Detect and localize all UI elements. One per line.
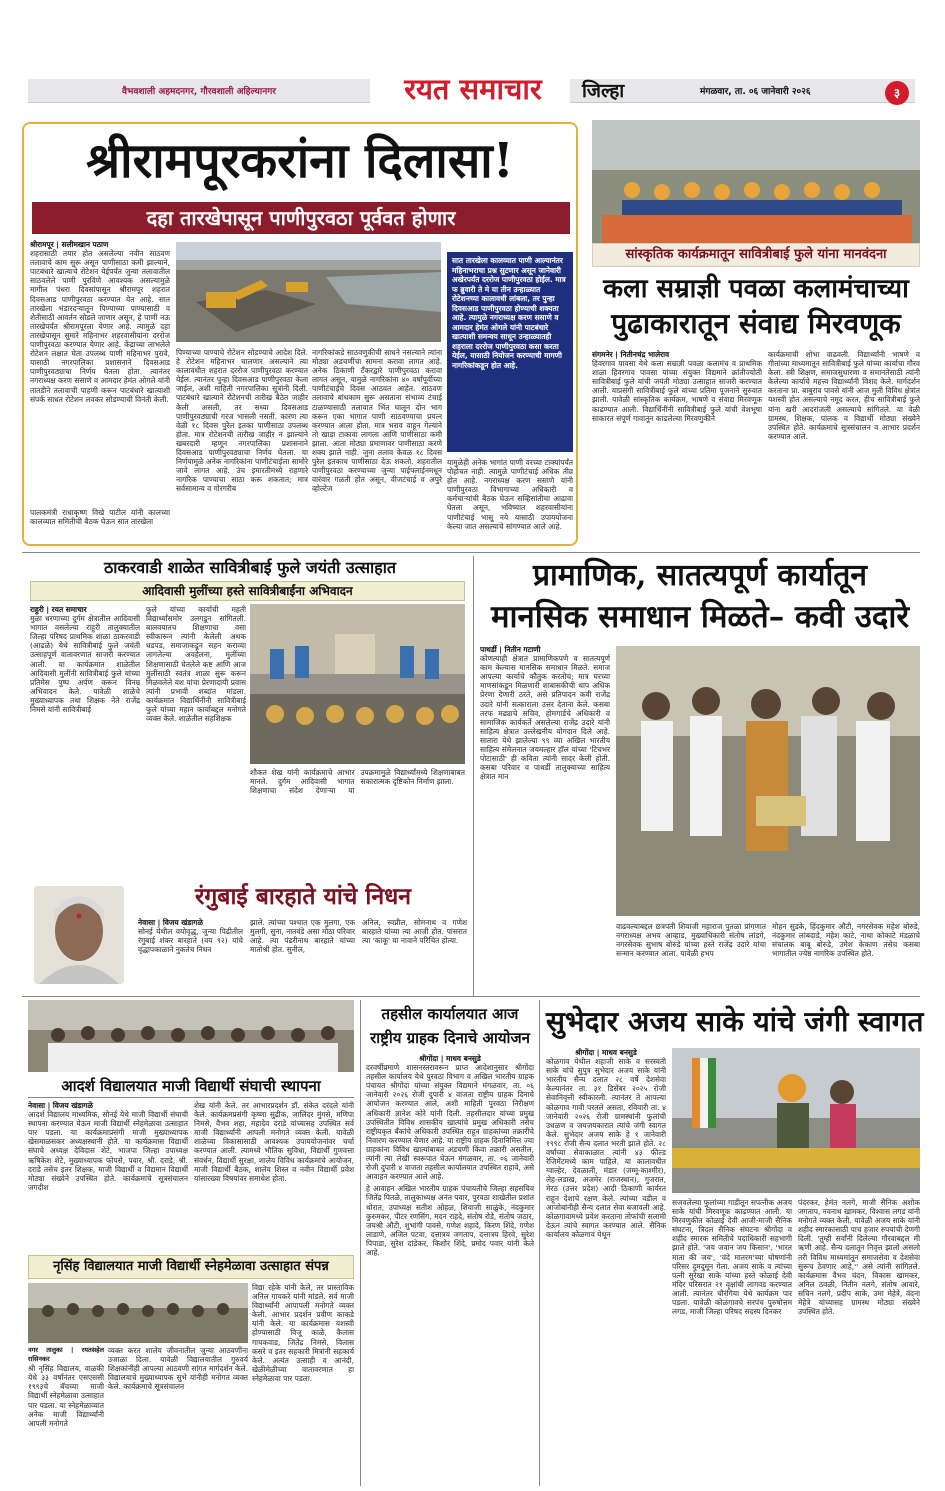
divider xyxy=(473,556,474,996)
lead-byline: श्रीरामपूर | सलीमखान पठाण xyxy=(30,240,109,249)
udare-text-1: कोणत्याही क्षेत्रात प्रामाणिकपणे व सातत्यपूर्ण काम केल्यास मानसिक समाधान मिळते. समाज आपल्या कार्याचे कौतुक करतोच; मात्र घरच्या माणसांकडून मिळणारी शाबासकीची थाप अधिक प्रेरणा देणारी ठरते, असे प्रतिपादन कवी राजेंद्र उदारे यांनी सत्काराला उत्तर देताना केले. कसबा तरफ मढ्याचे सचिव, होमगार्डचे अधिकारी व सामाजिक कार्यकर्ते असलेल्या राजेंद्र उदारे यांनी साहित्य क्षेत्रात उल्लेखनीय योगदान दिले आहे. सातारा येथे झालेल्या ९९ व्या अखिल भारतीय साहित्य संमेलनात जयमल्हार हॉल यांच्या 'टिचभर पोटासाठी' ही कविता त्यांनी सादर केली होती. कसबा परिवार व पाथर्डी तालुक्याच्या साहित्य क्षेत्रात मान xyxy=(480,654,610,782)
pavala-byline: संगमनेर | नितीनचंद्र भालेराव xyxy=(592,350,670,359)
divider xyxy=(539,1000,540,1486)
nrusinh-text-1: श्री नृसिंह विद्यालय, वाळकी येथे ३३ वर्षांनंतर एसएससी १९९३चे बॅचच्या माजी विद्यार्थी स्नेहमेळावा उत्साहात पार पडला. या स्नेहमेळाव्यात अनेक माजी विद्यार्थ्यांनी आपली मनोगते xyxy=(28,1364,104,1428)
udare-byline: पाथर्डी | नितीन गटाणी xyxy=(480,645,541,654)
lead-headline: श्रीरामपूरकरांना दिलासा! xyxy=(86,133,514,189)
classroom-illustration xyxy=(250,604,465,764)
subhedar-byline: श्रीगोंदा | माधव बनसुडे xyxy=(575,1048,637,1057)
lead-text-1: शहरासाठी तयार होत असलेल्या नवीन साठवण तलावाचे काम सुरू असून पाणीसाठा कमी झाल्याने, पाटबंधारे खात्याचे रोटेशन येईपर्यंत जुन्या तलावातील साठवलेले पाणी पुरविणे आवश्यक असल्यामुळे मागील पंधरा दिवसांपासून श्रीरामपूर शहरात दिवसआड पाणीपुरवठा करण्यात येत आहे. सात तारखेला भंडारदऱ्यातून पिण्याच्या पाण्यासाठी व शेतीसाठी आवर्तन सोडले जाणार असून, हे पाणी नऊ तारखेपर्यंत श्रीरामपूरला येणार आहे. त्यामुळे दहा तारखेपासून सुमारे महिनाभर शहरवासीयांना दररोज पाणीपुरवठा करण्यात येणार आहे. केंद्राच्या लाभलेले रोटेशन लक्षात घेता उपलब्ध पाणी महिनाभर पुरावे, यासाठी नगरपालिका प्रशासनाने दिवसआड पाणीपुरवठ्याचा निर्णय घेतला होता. त्यानंतर नगराध्यक्ष करण ससाणे व आमदार हेमंत ओगले यांनी तातडीने तलावाची पाहणी करून पाटबंधारे खात्याशी संपर्क साधत रोटेशन लवकर सोडण्याची विनंती केली. xyxy=(30,249,170,404)
udare-caption-2: मोहन सुडके, हिंदकुमार औटी, नगरसेवक महेश बोरुडे, नंदकुमार लांबदाडे, महेश काटे, नाथा कोकाटे मंडळाचे संचालक बाबू बोरुडे, उमेश केकाण तसेच कसबा भागातील ज्येष्ठ नागरिक उपस्थित होते. xyxy=(772,922,920,959)
masthead-logo: रयत समाचार xyxy=(404,72,542,106)
nrusinh-column-3: विद्या रहेके यांनी केले, तर प्रास्ताविक अनिल गायकरे यांनी मांडले. सर्व माजी विद्यार्थ्यांनी आपापली मनोगते व्यक्त केली. आभार प्रदर्शन प्रवीण काकडे यांनी केले. या कार्यक्रमास यशस्वी होण्यासाठी विजू काळे, कैलास गायकवाड, जितेंद्र निमसे, विलास कसरे व इतर सहकारी मित्रांनी सहकार्य केले. अत्यंत उत्साही व आनंदी, खेळीमेळीच्या वातावरणात हा स्नेहमेळावा पार पडला. xyxy=(252,1283,354,1383)
adarsh-text-1: आदर्श विद्यालय माध्यमिक, सोनई येथे माजी विद्यार्थी संघाची स्थापना करण्यात येऊन माजी विद्यार्थी स्नेहमेळावा उत्साहात पार पडला. या कार्यक्रमाप्रसंगी माजी मुख्याध्यापक खेसमाळसकर अध्यक्षस्थानी होते. या कार्यक्रमास विद्यार्थी संघाचे अध्यक्ष देविदास शेटे, भाजपा जिल्हा उपाध्यक्ष ऋषिकेश शेटे, मुख्याध्यापक फोपसे, पवार, श्री. दराडे, श्री. दराडे तसेच इतर शिक्षक, माजी विद्यार्थी व विद्यमान विद्यार्थी मोठ्या संख्येने उपस्थित होते. कार्यक्रमाचे सूत्रसंचालन जगदीश xyxy=(28,1110,188,1192)
grahak-column xyxy=(366,1054,534,1486)
udare-caption-1: वाढवल्याबद्दल छत्रपती शिवाजी महाराज पुतळा प्रांगणात नगराध्यक्ष अभय आव्हाड, मुख्याधिकारी संतोष लांडगे, नगरसेवक सुभाष बोरुडे यांच्या हस्ते राजेंद्र उदारे यांचा सन्मान करण्यात आला. यावेळी हभप xyxy=(616,922,766,959)
thakarwadi-subheadline: आदिवासी मुलींच्या हस्ते सावित्रीबाईंना अभिवादन xyxy=(30,581,465,601)
udare-felicitation-photo xyxy=(616,646,920,916)
obituary-column-3: अनिल, स्वप्नील, सोमनाथ व गणेश बारहाते यांच्या त्या आजी होत. पांसरात त्या 'काकू' या नावाने परिचित होत्या. xyxy=(362,918,467,946)
adarsh-column-1 xyxy=(28,1101,188,1251)
obituary-headline: रंगुबाई बारहाते यांचे निधन xyxy=(194,883,412,910)
adarsh-group-photo xyxy=(28,1000,354,1072)
lead-subheadline: दहा तारखेपासून पाणीपुरवठा पूर्ववत होणार xyxy=(32,202,570,234)
issue-date: मंगळवार, ता. ०६ जानेवारी २०२६ xyxy=(700,87,811,97)
udare-headline-2: मानसिक समाधान मिळते– कवी उदारे xyxy=(490,599,910,635)
udare-column-1 xyxy=(480,645,610,935)
udare-headline-1: प्रामाणिक, सातत्यपूर्ण कार्यातून xyxy=(532,558,868,593)
pavala-column-1 xyxy=(592,350,762,545)
felicitation-illustration xyxy=(616,646,920,916)
pavala-column-2: कार्यक्रमाची शोभा वाढवली. विद्यार्थ्यांनी भाषणे व गीतांच्या माध्यमातून सावित्रीबाई फुले यांच्या कार्याचा गौरव केला. स्त्री शिक्षण, समाजसुधारणा व समानतेसाठी त्यांनी केलेल्या कार्याचे महत्त्व विद्यार्थ्यांनी विशद केले. मार्गदर्शन करताना प्रा. बाबुराव पावसे यांनी आज मुली विविध क्षेत्रांत यशस्वी होत असल्याचे नमूद करत, हीच सावित्रीबाई फुले यांना खरी आदरांजली असल्याचे सांगितले. या वेळी ग्रामस्थ, शिक्षक, पालक व विद्यार्थी मोठ्या संख्येने उपस्थित होते. कार्यक्रमाचे सूत्रसंचालन व आभार प्रदर्शन करण्यात आले. xyxy=(768,350,920,441)
subhedar-headline: सुभेदार अजय साके यांचे जंगी स्वागत xyxy=(546,1005,924,1038)
school-group-photo xyxy=(592,120,920,243)
pavala-text-1: हिवरगाव पावसा येथे कला सम्राज्ञी पवळा कलामंच व प्राथमिक शाळा हिवरगाव पावसा यांच्या संयुक्त विद्यमाने क्रांतीज्योती सावित्रीबाई फुले यांची जयंती मोठ्या उत्साहात साजरी करण्यात आली. याप्रसंगी सावित्रीबाई फुले यांच्या प्रतिमा पूजनाने सुरुवात झाली. यावेळी सांस्कृतिक कार्यक्रम, भाषणे व संवाद्य मिरवणूक काढण्यात आली. विद्यार्थिनींनी सावित्रीबाई फुले यांची वेशभूषा साकारत संपूर्ण गावातून काढलेल्या मिरवणुकीने xyxy=(592,359,762,423)
nrusinh-column-1 xyxy=(28,1346,104,1486)
lead-photo-reservoir xyxy=(176,242,441,342)
obituary-portrait xyxy=(34,886,124,984)
reservoir-illustration xyxy=(176,242,441,342)
thakarwadi-photo xyxy=(250,604,465,764)
thakarwadi-byline: राहुरी | रयत समाचार xyxy=(30,605,87,614)
masthead-tagline: वैभवशाली अहमदनगर, गौरवशाली अहिल्यानगर xyxy=(28,79,370,103)
page-number-badge: ३ xyxy=(885,81,909,105)
pavala-headline-1: कला सम्राज्ञी पवळा कलामंचाच्या xyxy=(603,274,909,304)
divider xyxy=(22,552,920,553)
thakarwadi-column-1 xyxy=(30,605,140,830)
thakarwadi-column-2: फुले यांच्या कार्याची महती विद्यार्थ्यांसमोर उलगडून सांगितली. बालवयातच शिक्षणाचा वसा स्वीकारून त्यांनी केलेली अथक धडपड, समाजाकडून सहन कराव्या लागलेल्या अवहेलना, मुलींच्या शिक्षणासाठी घेतलेले कष्ट आणि आज मुलींसाठी स्वतंत्र शाळा सुरू करून मिळवलेले यश यांचा प्रेरणादायी प्रवास त्यांनी प्रभावी शब्दांत मांडला. कार्यक्रमात विद्यार्थिनींनी सावित्रीबाई फुले यांच्या महान कार्याबद्दल मनोगते व्यक्त केले. शाळेतील सहशिक्षक xyxy=(146,605,246,724)
nrusinh-headline: नृसिंह विद्यालयात माजी विद्यार्थी स्नेहमेळावा उत्साहात संपन्न xyxy=(28,1255,354,1279)
grahak-byline: श्रीगोंदा | माधव बनसुडे xyxy=(419,1054,481,1063)
nrusinh-photo xyxy=(28,1283,248,1343)
procession-illustration xyxy=(672,1048,920,1193)
lead-column-1 xyxy=(30,240,170,540)
subhedar-text-1: कोळगाव येथील शहाजी साके व सरस्वती साके यांचे सुपुत्र सुभेदार अजय साके यांनी भारतीय सैन्य दलात २८ वर्षे देशसेवा केल्यानंतर ता. ३१ डिसेंबर २०२५ रोजी सेवानिवृत्ती स्वीकारली. त्यानंतर ते आपल्या कोळगाव गावी परतले असता, रविवारी ता. ४ जानेवारी २०२६ रोजी ग्रामस्थांनी फुलांची उधळण व जयजयकारात त्यांचे जंगी स्वागत केले. सुभेदार अजय साके हे १ जानेवारी १९९८ रोजी सैन्य दलात भरती झाले होते. २८ वर्षांच्या सेवाकाळात त्यांनी ४३ फील्ड रेजिमेंटमध्ये काम पाहिले. या कालावधीत ग्वाल्हेर, देवळाली, मंडार (जम्मू-काश्मीर), लेह-लडाख, अजमेर (राजस्थान), गुजरात, मेरठ (उत्तर प्रदेश) आदी ठिकाणी कार्यरत राहून देशाचे रक्षण केले. त्यांच्या वडील व आजोबांनीही सैन्य दलात सेवा बजावली आहे. कोळगावामध्ये प्रवेश करताना तोफांची सलामी देऊन त्यांचे स्वागत करण्यात आले. सैनिक कार्यालय कोळगाव येथून xyxy=(546,1057,666,1239)
grahak-body: दरवर्षीप्रमाणे शासनस्तरावरून प्राप्त आदेशानुसार श्रीगोंदा तहसील कार्यालय येथे पुरवठा विभाग व अखिल भारतीय ग्राहक पंचायत श्रीगोंदा यांच्या संयुक्त विद्यमाने मंगळवार, ता. ०६ जानेवारी २०२६ रोजी दुपारी ४ वाजता राष्ट्रीय ग्राहक दिनाचे आयोजन करण्यात आले, अशी माहिती पुरवठा निरीक्षण अधिकारी ज्ञानेश कोरे यांनी दिली. तहसीलदार यांच्या प्रमुख उपस्थितीत विविध शासकीय खात्यांचे प्रमुख अधिकारी तसेच राष्ट्रीयकृत बँकांचे अधिकारी उपस्थित राहून ग्राहकांच्या तक्रारींचे निवारण करण्यात येणार आहे. या राष्ट्रीय ग्राहक दिनानिमित्त ज्या ग्राहकांना विविध खात्यांबाबत अडचणी किंवा तक्रारी असतील, त्यांनी त्या लेखी स्वरूपात घेऊन मंगळवार, ता. ०६ जानेवारी रोजी दुपारी ४ वाजता तहसील कार्यालयात उपस्थित राहावे, असे आवाहन करण्यात आले आहे. xyxy=(366,1063,534,1182)
subhedar-column-2: सजवलेल्या फुलांच्या गाडीतून सपत्नीक अजय साके यांची मिरवणूक काढण्यात आली. या मिरवणुकीत कोळाई देवी आजी-माजी सैनिक संघटना, त्रिदल सैनिक संघटना श्रीगोंदा व शहीद स्मारक समितीचे पदाधिकारी सहभागी झाले होते. 'जय जवान जय किसान', 'भारत माता की जय', 'वंदे मातरम'च्या घोषणांनी परिसर दुमदुमून गेला. अजय साके व त्यांच्या पत्नी सुरेखा साके यांच्या हस्ते कोळाई देवी मंदिर परिसरात २१ वृक्षांची लागवड करण्यात आली. त्यानंतर चौरंगिया येथे कार्यक्रम पार पडला. यावेळी कोळगावचे सरपंच पुरुषोत्तम लगड, माजी जिल्हा परिषद सदस्य दिनकर xyxy=(672,1198,792,1317)
nrusinh-byline: नगर तालुका | रयतसहेल रासिनकर xyxy=(28,1346,104,1364)
lead-column-2: पिण्याच्या पाण्याचे रोटेशन सोडण्याचे आदेश दिले. हे रोटेशन महिनाभर चालणार असल्याने त्या कालावधीत शहरात दररोज पाणीपुरवठा करण्यात येईल. त्यानंतर पुन्हा दिवसआड पाणीपुरवठा केला जाईल, अशी माहिती नगरपालिका सूत्रांनी दिली. पाटबंधारे खात्याने रोटेशनची तारीख बैठेत जाहीर केली असली, तर सध्या दिवसआड पाणीपुरवठ्याची गरज भासली नसती. कारण त्या वेळी १८ दिवस पुरेल इतका पाणीसाठा उपलब्ध होता. मात्र रोटेशनची तारीख जाहीर न झाल्याने खबरदारी म्हणून नगरपालिका प्रशासनाने दिवसआड पाणीपुरवठ्याचा निर्णय घेतला. या निर्णयामुळे अनेक नागरिकांना पाणीटंचाईला सामोरे जावे लागत आहे. उंच इमारतीमध्ये राहणारे नागरिक पाण्याचा साठा करू शकतात; मात्र सर्वसामान्य व गोरगरीब xyxy=(176,348,308,494)
nrusinh-column-2: व्यक्त करत शालेय जीवनातील जुन्या आठवणींना उजाळा दिला. यावेळी विद्यालयातील गुरुवर्य शिक्षकांनीही आपल्या आठवणी सांगत मार्गदर्शन केले. विद्यालयाचे मुख्याध्यापक सुभे यांनीही मनोगत व्यक्त केले. कार्यक्रमाचे सूत्रसंचालन xyxy=(108,1346,248,1392)
pavala-caption: सांस्कृतिक कार्यक्रमातून सावित्रीबाई फुले यांना मानवंदना xyxy=(592,243,920,267)
subhedar-column-3: पंदरकर, हेमंत नलगे, माजी सैनिक अशोक जगताप, नवनाथ खामकर, विश्वास लगड यांनी मनोगते व्यक्त केली. यावेळी अजय साके यांनी शहीद स्मारकासाठी पाच हजार रुपयांची देणगी दिली. 'तुम्ही सर्वांनी दिलेल्या गौरवाबद्दल मी ऋणी आहे. सैन्य दलातून निवृत्त झालो असलो तरी विविध माध्यमांतून समाजसेवा व देशसेवा सुरूच ठेवणार आहे,'' असे त्यांनी सांगितले. कार्यक्रमास वैभव चंदन, विकास खामकर, अनिल ठवळी, नितीन नलगे, संतोष आवारे, सचिन नलगे, प्रदीप साके, उमा मेहेत्रे, वंदना मेहेत्रे यांच्यासह ग्रामस्थ मोठ्या संख्येने उपस्थित होते. xyxy=(798,1198,920,1317)
lead-column-3: नागरिकांकडे साठवणुकीची साधने नसल्याने त्यांना मोठ्या अडचणींचा सामना करावा लागत आहे. अनेक ठिकाणी टँकरद्वारे पाणीपुरवठा करावा लागत असून, यामुळे नागरिकांना ४० वर्षांपूर्वीच्या पाणीटंचाईचे दिवस आठवत आहेत. साठवण तलावाचे बांधकाम सुरू असताना संभाव्य टंचाई टाळण्यासाठी तलावात भिंत घालून दोन भाग करून एका भागात पाणी साठवण्याचा प्रयत्न करण्यात आला होता. मात्र भराव वाहून गेल्याने तो खाडा टाकावा लागला आणि पाणीसाठा कमी झाला. आता मोठ्या प्रमाणावर पाणीसाठा करणे शक्य झाले नाही. जुना तलाव केवळ १८ दिवस पुरेल इतकाच पाणीसाठा देऊ शकतो. शहरातील पाणीपुरवठा करण्याच्या जुन्या पाईपलाईनमधून वारंवार गळती होत असून, वीजटंचाई व अपुरे व्होल्टेज xyxy=(312,348,442,494)
grahak-headline-1: तहसील कार्यालयात आज xyxy=(381,1005,519,1023)
thakarwadi-caption: शौकत शेख यांनी कार्यक्रमाचे आभार मानले. दुर्गम आदिवासी भागात शिक्षणाचा संदेश देणाऱ्या या उपक्रमामुळे विद्यार्थ्यांमध्ये शिक्षणाबाबत सकारात्मक दृष्टिकोन निर्माण झाला. xyxy=(250,768,465,796)
thakarwadi-text-1: मुळा धरणाच्या दुर्गम क्षेत्रातील आदिवासी भागात वसलेल्या राहुरी तालुक्यातील जिल्हा परिषद प्राथमिक शाळा ठाकरवाडी (आढळे) येथे सावित्रीबाई फुले जयंती उत्साहपूर्ण वातावरणात साजरी करण्यात आली. या कार्यक्रमात शाळेतील आदिवासी मुलींनी सावित्रीबाई फुले यांच्या प्रतिमेस पुष्प अर्पण करून विनम्र अभिवादन केले. यावेळी शाळेचे मुख्याध्यापक तथा शिक्षक नेते राजेंद्र निमसे यांनी सावित्रीबाई xyxy=(30,614,140,715)
adarsh-byline: नेवासा | विजय खंडागळे xyxy=(28,1101,93,1110)
alumni-illustration xyxy=(28,1000,354,1072)
lead-column-4: यामुळेही अनेक भागांत पाणी वरच्या टाक्यांपर्यंत पोहोचत नाही. त्यामुळे पाणीटंचाई अधिक तीव्र होत आहे. नगराध्यक्ष करण ससाणे यांनी पाणीपुरवठा विभागाच्या अधिकारी व कर्मचाऱ्यांची बैठक घेऊन सव्हिसांतीचा आढावा घेतला असून, भविष्यात शहरवासीयांना पाणीटंचाई भासू नये यासाठी उपाययोजना केल्या जात असल्याचे सांगण्यात आले आहे. xyxy=(447,458,573,531)
subhedar-procession-photo xyxy=(672,1048,920,1193)
grahak-body-2: हे आवाहन अखिल भारतीय ग्राहक पंचायतीचे जिल्हा सहसचिव जितेंद्र पितळे, तालुकाध्यक्ष अनंत पवार, पुरवठा शाखेतील प्रशांत थोरात, उपाध्यक्ष सतीश ओहळ, शिवाजी साळुंके, नंदकुमार कुरुमकर, पीटर रणसिंग, मदन राहदे, संतोष रोडे, संतोष जठार, जयश्री औटी, शुभांगी पावसे, गणेश शहादे, किरण शिंदे, गणेश लाडाणे, अजित पटवा, दत्तात्रय जगताप, दत्तात्रय हिरवे, सुरेश पिपाडा, सुरेश दांडेकर, किशोर शिंदे, प्रमोद पवार यांनी केले आहे. xyxy=(366,1184,534,1257)
subhedar-column-1 xyxy=(546,1048,666,1486)
students-illustration xyxy=(592,120,920,243)
thakarwadi-headline: ठाकरवाडी शाळेत सावित्रीबाई फुले जयंती उत्साहात xyxy=(104,558,396,577)
section-title: जिल्हा xyxy=(582,80,625,102)
divider xyxy=(22,996,920,997)
divider xyxy=(360,1000,361,1486)
lead-column-1b: पालकमंत्री राधाकृष्ण विखे पाटील यांनी कालच्या कालव्यात समितीची बैठक घेऊन सात तारखेला xyxy=(30,508,170,527)
obituary-column-2: झाले. त्यांच्या पश्चात एक मुलगा, एक मुलगी, सुना, नातवंडे असा मोठा परिवार आहे. त्या पंढरीनाथ बारहाते यांच्या मातोश्री होत. सुनील, xyxy=(250,918,355,955)
grahak-headline-2: राष्ट्रीय ग्राहक दिनाचे आयोजन xyxy=(370,1029,530,1047)
pavala-headline-2: पुढाकारातून संवाद्य मिरवणूक xyxy=(611,307,901,340)
obituary-column-1 xyxy=(138,918,243,986)
lead-highlight-box: सात तारखेला कालव्यात पाणी आल्यानंतर महिनाभराचा प्रश्न सुटणार असून जानेवारी अखेरपर्यंत दररोज पाणीपुरवठा होईल. मात्र फ ब्रुवारी ते मे या तीन उन्हाळ्यात रोटेशनच्या कालावधी लांबला, तर पुन्हा दिवसआड पाणीपुरवठा होण्याची शक्यता आहे. त्यामुळे नगराध्यक्ष करण ससाणे व आमदार हेमंत ओगले यांनी पाटबंधारे खात्याशी समन्वय साधून उन्हाळ्यातही शहराला दररोज पाणीपुरवठा कसा करता येईल, यासाठी नियोजन करण्याची मागणी नागरिकांकडून होत आहे. xyxy=(447,252,573,452)
portrait-illustration xyxy=(34,886,124,984)
obituary-text-1: सोनई येथील वयोवृद्ध, जुन्या पिढीतील रंगुबाई शंकर बारहाते (वय ९२) यांचे वृद्धापकाळाने नुकतेच निधन xyxy=(138,927,243,955)
obituary-byline: नेवासा | विजय खंडागळे xyxy=(138,918,203,927)
adarsh-headline: आदर्श विद्यालयात माजी विद्यार्थी संघाची स्थापना xyxy=(28,1074,354,1098)
reunion-illustration xyxy=(28,1283,248,1343)
adarsh-column-2: शेख यांनी केले. तर आभारप्रदर्शन डॉ. संकेत दरंदले यांनी केले. कार्यक्रमप्रसंगी कृष्णा सुद्रीक, जालिंदर मुंगसे, मणिपा निमसे, वैभव शहा, महादेव दराडे यांच्यासह उपस्थित सर्व माजी विद्यार्थ्यांनी आपली मनोगते व्यक्त केली. यावेळी शाळेच्या विकासासाठी आवश्यक उपाययोजनांवर चर्चा करण्यात आली. त्यामध्ये भौतिक सुविधा, विद्यार्थी गुणवत्ता संवर्धन, विद्यार्थी सुरक्षा, शालेय विविध कार्यक्रमांचे आयोजन, माजी विद्यार्थी बैठक, शालेय शिस्त व नवीन विद्यार्थी प्रवेश यांसारख्या विषयांवर समाधेश होता. xyxy=(194,1101,354,1183)
